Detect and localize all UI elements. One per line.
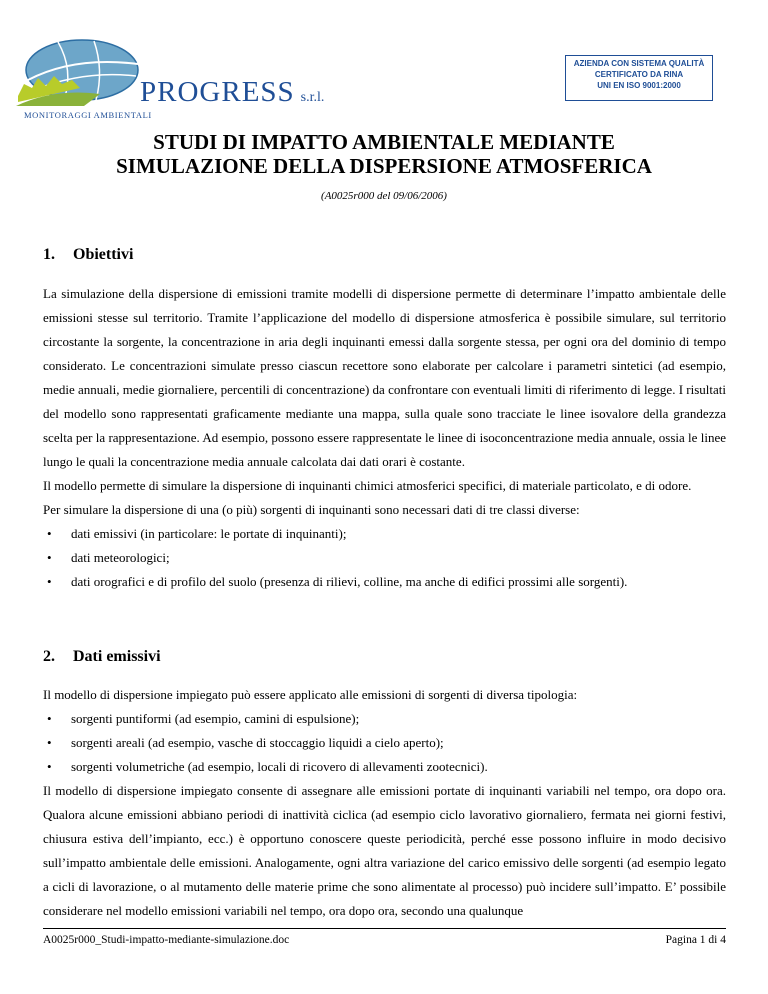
certification-badge [565,55,713,101]
bullet-list [43,522,726,594]
company-tagline: MONITORAGGI AMBIENTALI [24,110,152,120]
title-line-1: STUDI DI IMPATTO AMBIENTALE MEDIANTE [153,130,615,154]
list-item: • dati emissivi (in particolare: le portate di inquinanti); [43,522,726,546]
bullet-list [43,707,726,779]
section-2-heading [43,648,161,666]
section-1-body [43,282,726,594]
paragraph: Il modello permette di simulare la dispersione di inquinanti chimici atmosferici specifici, di materiale particolato, e di odore. [43,478,692,493]
company-logo [14,36,374,126]
cert-line: UNI EN ISO 9001:2000 [597,81,681,90]
paragraph: Il modello di dispersione impiegato consente di assegnare alle emissioni portate di inquinanti variabili nel tempo, ora dopo ora. Qualora alcune emissioni abbiano periodi di inattività ciclica (ad esempio ciclo lavorativo giornaliero, fermata nei giorni festivi, chiusura estiva dell’impianto, ecc.) è opportuno conoscere queste periodicità, perché esse possono influire in modo decisivo sull’impatto ambientale delle emissioni. Analogamente, ogni altra variazione del carico emissivo delle sorgenti (ad esempio legato a cicli di lavorazione, o al mutamento delle materie prime che sono alimentate al processo) può incidere sull’impatto. E’ possibile considerare nel modello emissioni variabili nel tempo, ora dopo ora, secondo una qualunque [43,783,726,918]
globe-logo-icon [14,36,144,108]
section-number: 1. [43,246,55,263]
footer-filename: A0025r000_Studi-impatto-mediante-simulazione.doc [43,934,290,946]
document-reference: (A0025r000 del 09/06/2006) [321,190,447,202]
paragraph: Per simulare la dispersione di una (o più) sorgenti di inquinanti sono necessari dati di tre classi diverse: [43,502,580,517]
company-suffix: s.r.l. [300,90,325,105]
list-item: • dati meteorologici; [43,546,726,570]
title-line-2: SIMULAZIONE DELLA DISPERSIONE ATMOSFERICA [116,154,652,178]
list-item: • dati orografici e di profilo del suolo (presenza di rilievi, colline, ma anche di edifici prossimi alle sorgenti). [43,570,726,594]
section-2-body [43,683,726,923]
company-name-text: PROGRESS [140,76,295,108]
list-item: • sorgenti areali (ad esempio, vasche di stoccaggio liquidi a cielo aperto); [43,731,726,755]
section-1-heading [43,246,133,264]
footer-page-number: Pagina 1 di 4 [665,934,726,946]
section-title: Dati emissivi [73,648,161,665]
paragraph: La simulazione della dispersione di emissioni tramite modelli di dispersione permette di determinare l’impatto ambientale delle emissioni stesse sul territorio. Tramite l’applicazione del modello di dispersione atmosferica è possibile simulare, sul territorio circostante la sorgente, la concentrazione in aria degli inquinanti emessi dalla sorgente stessa, per ogni ora del dominio di tempo considerato. Le concentrazioni simulate presso ciascun recettore sono elaborate per calcolare i parametri sintetici (ad esempio, medie annuali, medie giornaliere, percentili di concentrazione) da confrontare con eventuali limiti di riferimento di legge. I risultati del modello sono rappresentati graficamente mediante una mappa, sulla quale sono tracciate le linee isovalore della grandezza scelta per la rappresentazione. Ad esempio, possono essere rappresentate le linee di isoconcentrazione media annuale, ossia le linee lungo le quali la concentrazione media annuale calcolata dai dati orari è costante. [43,286,726,469]
paragraph: Il modello di dispersione impiegato può essere applicato alle emissioni di sorgenti di diversa tipologia: [43,687,578,702]
section-number: 2. [43,648,55,665]
page-footer [43,928,726,946]
company-name [140,76,324,109]
list-item: • sorgenti volumetriche (ad esempio, locali di ricovero di allevamenti zootecnici). [43,755,726,779]
section-title: Obiettivi [73,246,134,263]
list-item: • sorgenti puntiformi (ad esempio, camini di espulsione); [43,707,726,731]
cert-line: CERTIFICATO DA RINA [594,70,684,79]
cert-line: AZIENDA CON SISTEMA QUALITÀ [573,59,705,68]
document-title [40,130,728,178]
